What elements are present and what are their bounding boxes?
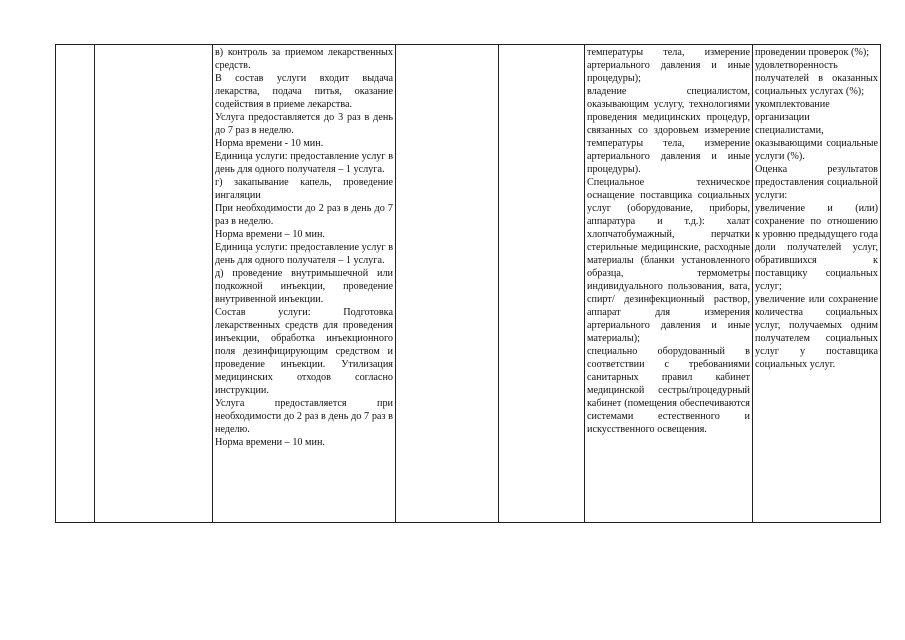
services-table	[55, 44, 881, 523]
table-cell-indicators	[753, 45, 881, 523]
table-cell-conditions	[585, 45, 753, 523]
table-cell-description	[213, 45, 396, 523]
table-cell-empty-2	[499, 45, 585, 523]
table-cell-number	[56, 45, 95, 523]
table-cell-service-name	[95, 45, 213, 523]
table-cell-empty-1	[396, 45, 499, 523]
cell-text: проведении проверок (%); удовлетворенность получателей в оказанных социальных услугах (%); укомплектование организации специалистами, оказывающими социальные услуги (%). Оценка результатов предоставления социальной услуги: увеличение и (или) сохранение по отношению к уровню предыдущего года доли получателей услуг, обратившихся к поставщику социальных услуг; увеличение или сохранение количества социальных услуг, получаемых одним получателем социальных услуг у поставщика социальных услуг.	[755, 47, 878, 370]
cell-text: температуры тела, измерение артериального давления и иные процедуры); владение специалистом, оказывающим услугу, технологиями проведения медицинских процедур, связанных со здоровьем измерение температуры тела, измерение артериального давления и иные процедуры). Специальное техническое оснащение поставщика социальных услуг (оборудование, приборы, аппаратура и т.д.): халат хлопчатобумажный, перчатки стерильные медицинские, расходные материалы (бланки установленного образца, термометры индивидуального пользования, вата, спирт/ дезинфекционный раствор, аппарат для измерения артериального давления и иные материалы); специально оборудованный в соответствии с требованиями санитарных правил кабинет медицинской сестры/процедурный кабинет (помещения обеспечиваются системами естественного и искусственного освещения.	[587, 47, 750, 435]
cell-text: в) контроль за приемом лекарственных средств. В состав услуги входит выдача лекарства, подача питья, оказание содействия в приеме лекарства. Услуга предоставляется до 3 раз в день до 7 раз в неделю. Норма времени - 10 мин. Единица услуги: предоставление услуг в день для одного получателя – 1 услуга. г) закапывание капель, проведение ингаляции При необходимости до 2 раз в день до 7 раз в неделю. Норма времени – 10 мин. Единица услуги: предоставление услуг в день для одного получателя – 1 услуга. д) проведение внутримышечной или подкожной инъекции, проведение внутривенной инъекции. Состав услуги: Подготовка лекарственных средств для проведения инъекции, обработка инъекционного поля дезинфицирующим средством и проведение инъекции. Утилизация медицинских отходов согласно инструкции. Услуга предоставляется при необходимости до 2 раз в день до 7 раз в неделю. Норма времени – 10 мин.	[215, 47, 393, 448]
table-row	[56, 45, 881, 523]
